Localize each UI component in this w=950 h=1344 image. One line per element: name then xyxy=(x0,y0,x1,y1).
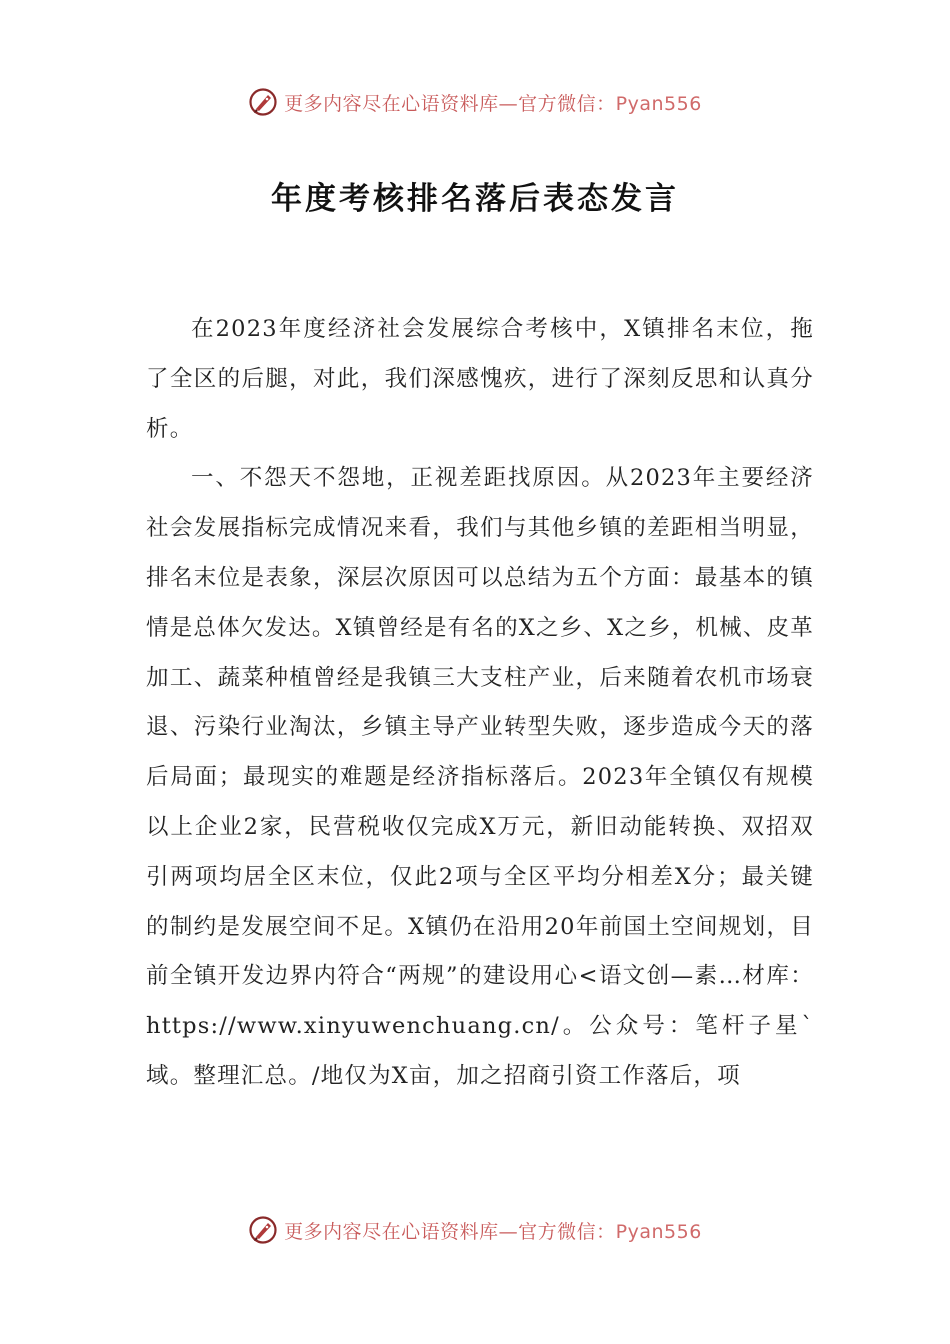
document-title: 年度考核排名落后表态发言 xyxy=(271,181,679,217)
watermark-contact: Pyan556 xyxy=(615,1220,702,1243)
watermark-text xyxy=(284,1217,702,1244)
watermark-text xyxy=(284,89,702,116)
watermark-banner-top xyxy=(0,80,950,124)
watermark-contact: Pyan556 xyxy=(615,92,702,115)
pen-nib-circle-icon xyxy=(248,1215,278,1245)
pen-nib-circle-icon xyxy=(248,87,278,117)
paragraph: 一、不怨天不怨地，正视差距找原因。从2023年主要经济社会发展指标完成情况来看，我们与其他乡镇的差距相当明显，排名末位是表象，深层次原因可以总结为五个方面：最基本的镇情是总体欠发达。X镇曾经是有名的X之乡、X之乡，机械、皮革加工、蔬菜种植曾经是我镇三大支柱产业，后来随着农机市场衰退、污染行业淘汰，乡镇主导产业转型失败，逐步造成今天的落后局面；最现实的难题是经济指标落后。2023年全镇仅有规模以上企业2家，民营税收仅完成X万元，新旧动能转换、双招双引两项均居全区末位，仅此2项与全区平均分相差X分；最关键的制约是发展空间不足。X镇仍在沿用20年前国土空间规划，目前全镇开发边界内符合“两规”的建设用心<语文创—素…材库：https://www.xinyuwenchuang.cn/。公众号：笔杆子星`域。整理汇总。/地仅为X亩，加之招商引资工作落后，项 xyxy=(146,465,814,1089)
paragraph: 在2023年度经济社会发展综合考核中，X镇排名末位，拖了全区的后腿，对此，我们深感愧疚，进行了深刻反思和认真分析。 xyxy=(146,316,814,442)
watermark-brand: 更多内容尽在心语资料库—官方微信： xyxy=(284,1220,616,1243)
watermark-banner-bottom xyxy=(0,1208,950,1252)
document-body xyxy=(146,305,814,1102)
watermark-brand: 更多内容尽在心语资料库—官方微信： xyxy=(284,92,616,115)
